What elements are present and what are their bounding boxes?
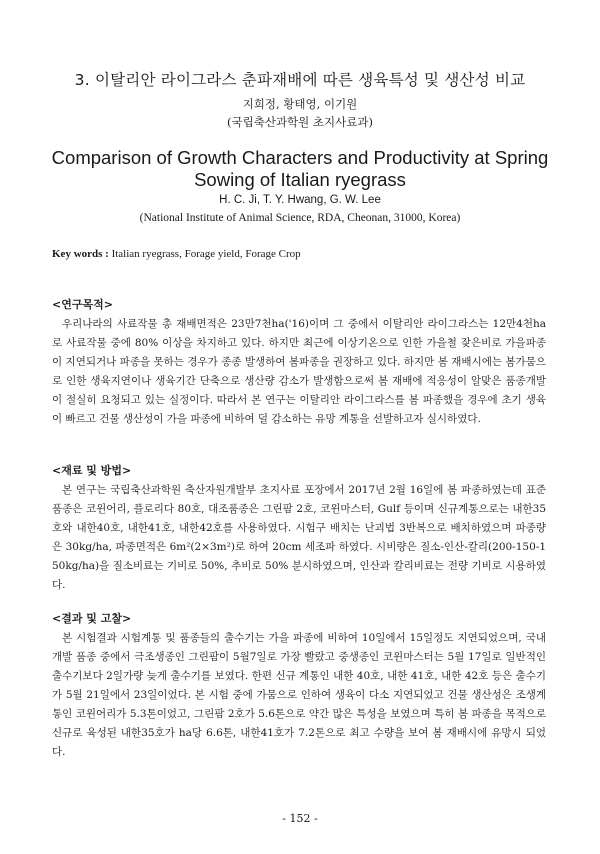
section-heading-results: <결과 및 고찰>: [52, 612, 132, 625]
korean-title: 3. 이탈리안 라이그라스 춘파재배에 따른 생육특성 및 생산성 비교: [74, 71, 526, 89]
page-number: - 152 -: [282, 812, 318, 825]
section-body-methods: 본 연구는 국립축산과학원 축산자원개발부 초지사료 포장에서 2017년 2월 16일에 봄 파종하였는데 표준품종은 코윈어리, 플로리다 80호, 대조품종은 그린팜 2호, 코윈마스터, Gulf 등이며 신규계통으로는 내한35호와 내한40호, 내한41호, 내한42호를 사용하였다. 시험구 배치는 난괴법 3반복으로 배치하였으며 파종량은 30kg/ha, 파종면적은 6m²(2×3m²)로 하여 20cm 세조파 하였다. 시비량은 질소-인산-칼리(200-150-150kg/ha)을 질소비료는 기비로 50%, 추비로 50% 분시하였으며, 인산과 칼리비료는 전량 기비로 시용하였다.: [52, 484, 546, 591]
section-heading-purpose: <연구목적>: [52, 298, 113, 311]
section-body-results: 본 시험결과 시험계통 및 품종들의 출수기는 가을 파종에 비하여 10일에서 15일정도 지연되었으며, 국내개발 품종 중에서 극조생종인 그린팜이 5월7일로 가장 빨랐고 중생종인 코윈마스터는 5월 17일로 일반적인 출수기보다 2일가량 늦게 출수기를 보였다. 한편 신규 계통인 내한 40호, 내한 41호, 내한 42호 등은 출수기가 5월 21일에서 23일이었다. 본 시험 중에 가뭄으로 인하여 생육이 다소 지연되었고 건물 생산성은 조생계통인 코윈어리가 5.3톤이었고, 그린팜 2호가 5.6톤으로 약간 많은 특성을 보였으며 특히 봄 파종을 목적으로 신규로 육성된 내한35호가 ha당 6.6톤, 내한41호가 7.2톤으로 최고 수량을 보여 봄 재배시에 유망시 되었다.: [52, 632, 546, 758]
keywords-line: [52, 248, 552, 260]
keywords-text: Italian ryegrass, Forage yield, Forage Crop: [111, 248, 301, 260]
korean-affiliation: (국립축산과학원 초지사료과): [227, 115, 373, 129]
keywords-label: Key words :: [52, 248, 109, 260]
english-title: Comparison of Growth Characters and Productivity at Spring Sowing of Italian ryegrass: [51, 147, 549, 190]
section-body-purpose: 우리나라의 사료작물 총 재배면적은 23만7천ha('16)이며 그 중에서 이탈리안 라이그라스는 12만4천ha로 사료작물 중에 80% 이상을 차지하고 있다. 하지만 최근에 이상기온으로 인한 가을철 잦은비로 가을파종이 지연되거나 파종을 못하는 경우가 종종 발생하여 봄파종을 권장하고 있다. 하지만 봄 재배시에는 봄가뭄으로 인한 생육지연이나 생육기간 단축으로 생산량 감소가 발생함으로써 봄 재배에 적응성이 알맞은 품종개발이 절실히 요청되고 있는 실정이다. 따라서 본 연구는 이탈리안 라이그라스를 봄 파종했을 경우에 초기 생육이 빠르고 건물 생산성이 가을 파종에 비하여 덜 감소하는 유망 계통을 선발하고자 실시하였다.: [52, 318, 546, 425]
english-affiliation: (National Institute of Animal Science, RDA, Cheonan, 31000, Korea): [139, 212, 461, 224]
english-authors: H. C. Ji, T. Y. Hwang, G. W. Lee: [219, 194, 381, 206]
korean-authors: 지희정, 황태영, 이기원: [242, 97, 358, 111]
section-heading-methods: <재료 및 방법>: [52, 464, 132, 477]
